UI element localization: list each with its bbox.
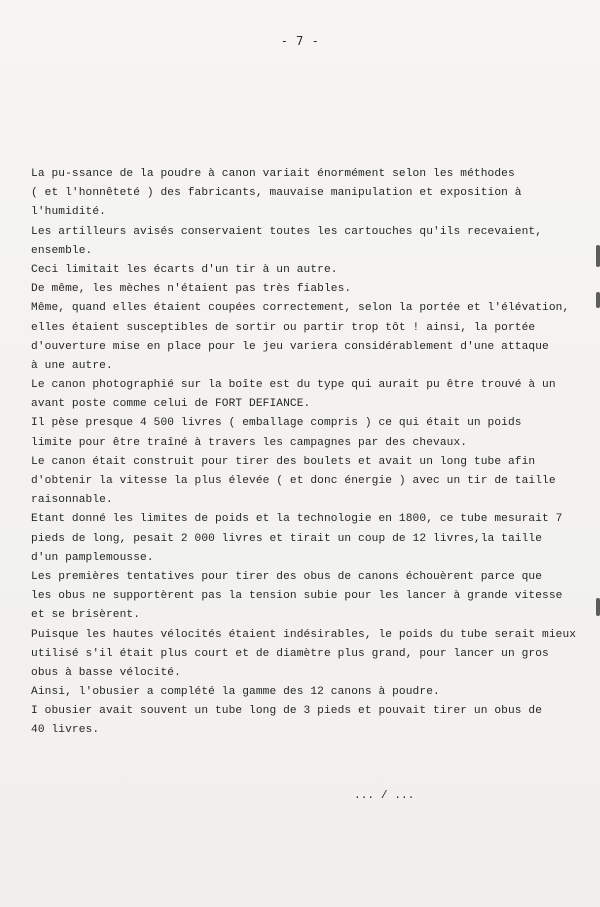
text-line: d'un pamplemousse. (31, 551, 154, 564)
scan-edge-mark (596, 598, 600, 616)
text-line: avant poste comme celui de FORT DEFIANCE. (31, 398, 311, 411)
text-line: Ainsi, l'obusier a complété la gamme des 12 canons à poudre. (31, 686, 440, 699)
text-line: Etant donné les limites de poids et la technologie en 1800, ce tube mesurait 7 (31, 513, 563, 526)
text-line: limite pour être traîné à travers les campagnes par des chevaux. (31, 436, 468, 449)
text-line: Ceci limitait les écarts d'un tir à un autre. (31, 263, 338, 276)
text-line: Les artilleurs avisés conservaient toutes les cartouches qu'ils recevaient, (31, 225, 543, 238)
text-line: I obusier avait souvent un tube long de 3 pieds et pouvait tirer un obus de (31, 705, 543, 718)
text-line: raisonnable. (31, 494, 113, 507)
text-line: Le canon était construit pour tirer des boulets et avait un long tube afin (31, 455, 536, 468)
scan-edge-mark (596, 292, 600, 308)
text-line: obus à basse vélocité. (31, 666, 181, 679)
body-text (31, 165, 591, 741)
text-line: Puisque les hautes vélocités étaient indésirables, le poids du tube serait mieux (31, 628, 577, 641)
text-line: Les premières tentatives pour tirer des obus de canons échouèrent parce que (31, 570, 543, 583)
text-line: Même, quand elles étaient coupées correctement, selon la portée et l'élévation, (31, 302, 570, 315)
continuation-mark: ... / ... (354, 790, 415, 802)
text-line: ( et l'honnêteté ) des fabricants, mauvaise manipulation et exposition à (31, 187, 522, 200)
text-line: La pu-ssance de la poudre à canon variait énormément selon les méthodes (31, 168, 515, 180)
page-number: - 7 - (280, 34, 320, 48)
text-line: d'obtenir la vitesse la plus élevée ( et donc énergie ) avec un tir de taille (31, 475, 556, 487)
text-line: les obus ne supportèrent pas la tension subie pour les lancer à grande vitesse (31, 590, 563, 603)
text-line: Le canon photographié sur la boîte est du type qui aurait pu être trouvé à un (31, 379, 556, 392)
text-line: d'ouverture mise en place pour le jeu variera considérablement d'une attaque (31, 340, 549, 353)
text-line: Il pèse presque 4 500 livres ( emballage compris ) ce qui était un poids (31, 417, 522, 430)
text-line: De même, les mèches n'étaient pas très fiables. (31, 283, 352, 296)
text-line: et se brisèrent. (31, 609, 141, 622)
text-line: ensemble. (31, 244, 93, 257)
text-line: 40 livres. (31, 724, 100, 737)
text-line: elles étaient susceptibles de sortir ou partir trop tôt ! ainsi, la portée (31, 321, 536, 334)
text-line: utilisé s'il était plus court et de diamètre plus grand, pour lancer un gros (31, 647, 549, 660)
scan-edge-mark (596, 245, 600, 267)
text-line: pieds de long, pesait 2 000 livres et tirait un coup de 12 livres,la taille (31, 532, 543, 545)
text-line: l'humidité. (31, 206, 106, 219)
text-line: à une autre. (31, 359, 113, 372)
